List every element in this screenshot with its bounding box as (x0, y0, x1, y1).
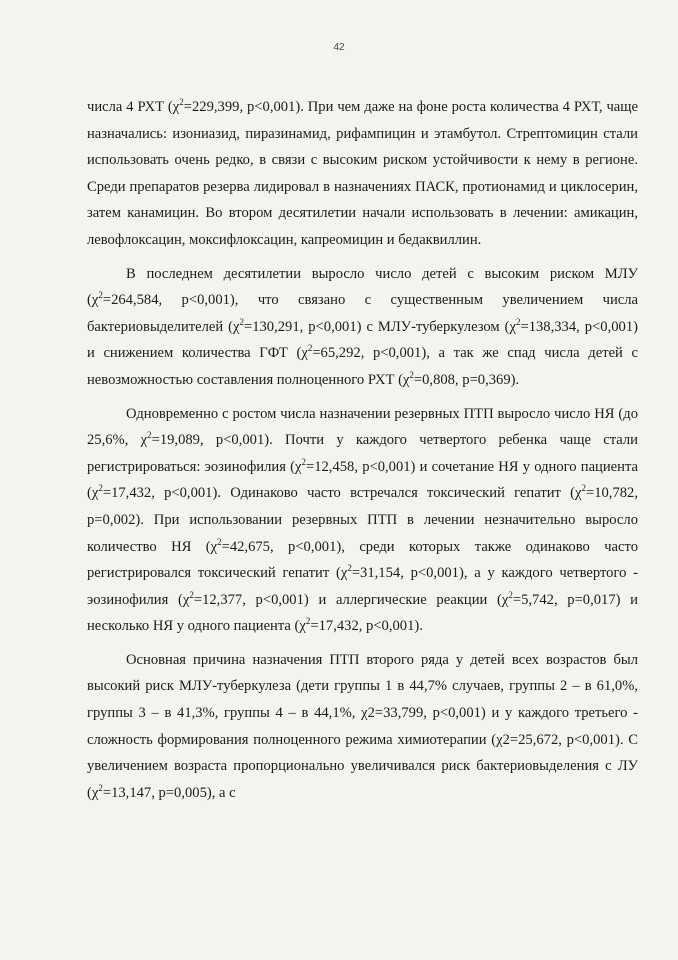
page-number: 42 (333, 42, 345, 53)
superscript: 2 (189, 589, 194, 600)
text-run: =12,377, p<0,001) и аллергические реакции (χ (193, 591, 509, 608)
text-run: =138,334, p<0,001) и снижением количества ГФТ (χ (87, 318, 638, 362)
text-run: =17,432, p<0,001). Одинаково часто встречался токсический гепатит (χ (102, 485, 582, 502)
text-run: В последнем десятилетии выросло число детей с высоким риском МЛУ (χ (87, 265, 638, 309)
superscript: 2 (305, 616, 311, 627)
document-body (87, 94, 638, 806)
superscript: 2 (98, 290, 103, 301)
text-run: =13,147, p=0,005), а с (102, 784, 236, 801)
text-run: =229,399, p<0,001). При чем даже на фоне роста количества 4 РХТ, чаще назначались: изониазид, пиразинамид, рифампицин и этамбутол. Стрептомицин стали использовать очень редко, в связи с высоким риском устойчивости к нему в регионе. Среди препаратов резерва лидировал в назначениях ПАСК, протионамид и циклосерин, затем канамицин. Во втором десятилетии начали использовать в лечении: амикацин, левофлоксацин, моксифлоксацин, капреомицин и бедаквиллин. (87, 99, 638, 248)
text-run: =10,782, p=0,002). При использовании резервных ПТП в лечении незначительно выросло количество НЯ (χ (87, 485, 638, 555)
text-run: Основная причина назначения ПТП второго ряда у детей всех возрастов был высокий риск МЛУ-туберкулеза (дети группы 1 в 44,7% случаев, группы 2 – в 61,0%, группы 3 – в 41,3%, группы 4 – в 44,1%, χ2=33,799, p<0,001) и у каждого третьего - сложность формирования полноценного режима химиотерапии (χ2=25,672, p<0,001). С увеличением возраста пропорционально увеличивался риск бактериовыделения с ЛУ (χ (87, 651, 638, 801)
superscript: 2 (515, 316, 521, 327)
superscript: 2 (179, 97, 184, 108)
superscript: 2 (581, 483, 586, 494)
paragraph (87, 261, 638, 394)
superscript: 2 (239, 316, 244, 327)
paragraph (87, 647, 638, 807)
superscript: 2 (508, 589, 513, 600)
text-run: =5,742, p=0,017) и несколько НЯ у одного пациента (χ (87, 591, 638, 635)
paragraph (87, 401, 638, 640)
text-run: =12,458, p<0,001) и сочетание НЯ у одного пациента (χ (87, 458, 638, 502)
superscript: 2 (98, 782, 103, 793)
superscript: 2 (409, 370, 414, 381)
text-run: =65,292, p<0,001), а так же спад числа детей с невозможностью составления полноценного РХТ (χ (87, 345, 638, 388)
text-run: =42,675, p<0,001), среди которых также одинаково часто регистрировался токсический гепатит (χ (87, 538, 638, 582)
superscript: 2 (147, 430, 152, 441)
text-run: =130,291, p<0,001) с МЛУ-туберкулезом (χ (243, 318, 516, 335)
text-run: =264,584, p<0,001), что связано с существенным увеличением числа бактериовыделителей (χ (87, 292, 638, 335)
text-run: =19,089, p<0,001). Почти у каждого четвертого ребенка чаще стали регистрироваться: эозинофилия (χ (87, 432, 638, 475)
text-run: числа 4 РХТ (χ (87, 99, 180, 115)
superscript: 2 (301, 456, 306, 467)
superscript: 2 (347, 563, 352, 574)
text-run: =31,154, p<0,001), а у каждого четвертого - эозинофилия (χ (87, 565, 638, 608)
superscript: 2 (307, 343, 313, 354)
text-run: =0,808, p=0,369). (413, 371, 520, 388)
text-run: Одновременно с ростом числа назначении резервных ПТП выросло число НЯ (до 25,6%, χ (87, 405, 638, 449)
superscript: 2 (98, 483, 103, 494)
superscript: 2 (217, 536, 222, 547)
text-run: =17,432, p<0,001). (310, 618, 423, 635)
paragraph (87, 94, 638, 254)
